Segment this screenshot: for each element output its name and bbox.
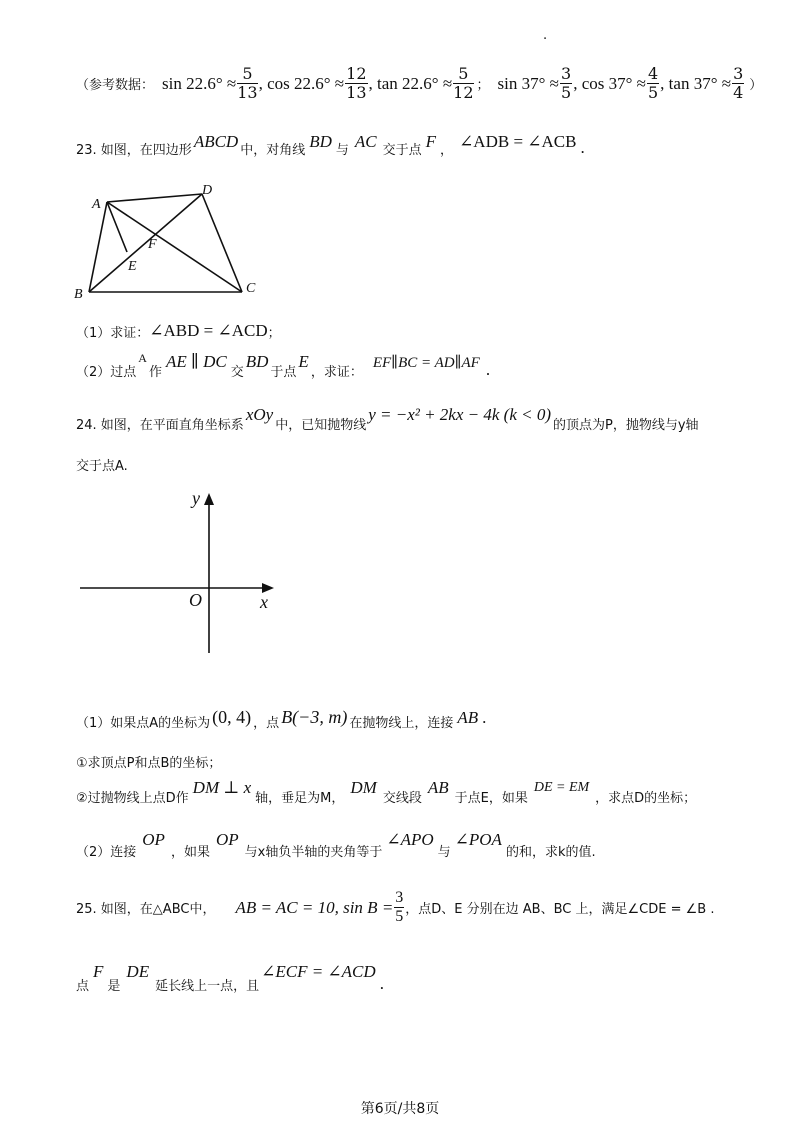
reference-data <box>76 66 762 101</box>
q24-part1: （1）如果点A的坐标为 (0, 4) ，点 B(−3, m) 在抛物线上，连接 AB . <box>76 707 487 731</box>
q23-label-a: A <box>92 197 101 212</box>
ref-item-sin37: sin 37° ≈ $\frac{3}{5}$ <box>497 64 572 102</box>
q25-statement: 25. 如图，在△ABC中， AB = AC = 10, sin B = $\frac{3}{5}$ ，点D、E 分别在边 AB、BC 上，满足∠CDE = ∠B . <box>76 889 715 925</box>
q23-label-c: C <box>246 281 256 296</box>
y-axis-label: y <box>192 488 200 508</box>
y-axis-arrow-icon <box>204 493 214 505</box>
x-axis-label: x <box>260 592 268 612</box>
header-dot: . <box>543 28 548 43</box>
q23-segment-dc <box>202 194 242 292</box>
ref-item-cos37: , cos 37° ≈ $\frac{4}{5}$ <box>573 64 659 102</box>
q24-statement-line2: 交于点A. <box>76 459 128 474</box>
q24-subquestion-2: ②过抛物线上点D作 DM ⊥ x 轴，垂足为M， DM 交线段 AB 于点E，如果 DE = EM ，求点D的坐标； <box>76 778 697 806</box>
q25-line2: 点 F 是 DE 延长线上一点，且 ∠ECF = ∠ACD . <box>76 962 384 994</box>
page-number: 第6页/共8页 <box>360 1101 440 1117</box>
q23-figure <box>70 180 270 305</box>
q23-label-d: D <box>202 183 213 198</box>
q23-part2: （2）过点 A 作 AE ∥ DC 交 BD 于点 E ，求证： EF∥BC = AD∥AF . <box>76 350 491 380</box>
q23-diagonal-ac <box>107 202 242 292</box>
q23-statement: 23. 如图，在四边形 ABCD 中，对角线 BD 与 AC 交于点 F ， ∠ADB = ∠ACB . <box>76 132 585 158</box>
q23-label-e: E <box>128 259 137 274</box>
ref-item-tan37: , tan 37° ≈ $\frac{3}{4}$ <box>660 64 744 102</box>
q24-subquestion-1: ①求顶点P和点B的坐标； <box>76 756 222 771</box>
origin-label: O <box>189 590 202 610</box>
q23-part1: （1）求证： ∠ABD = ∠ACD ； <box>76 321 281 341</box>
ref-item-sin226: sin 22.6° ≈ $\frac{5}{13}$ <box>162 64 258 102</box>
reference-close: ） <box>749 78 763 93</box>
q23-label-f: F <box>148 237 157 252</box>
reference-open: （参考数据： <box>76 78 155 93</box>
reference-sep: ； <box>476 78 490 93</box>
q24-part2: （2）连接 OP ，如果 OP 与x轴负半轴的夹角等于 ∠APO 与 ∠POA 的和，求k的值. <box>76 830 596 860</box>
ref-item-tan226: , tan 22.6° ≈ $\frac{5}{12}$ <box>368 64 474 102</box>
ref-item-cos226: , cos 22.6° ≈ $\frac{12}{13}$ <box>258 64 367 102</box>
q24-axes-figure <box>70 486 290 656</box>
q23-label-b: B <box>74 287 83 302</box>
q24-statement: 24. 如图，在平面直角坐标系 xOy 中，已知抛物线 y = −x² + 2kx − 4k (k < 0) 的顶点为P，抛物线与y轴 <box>76 405 699 433</box>
q23-segment-ad <box>107 194 202 202</box>
